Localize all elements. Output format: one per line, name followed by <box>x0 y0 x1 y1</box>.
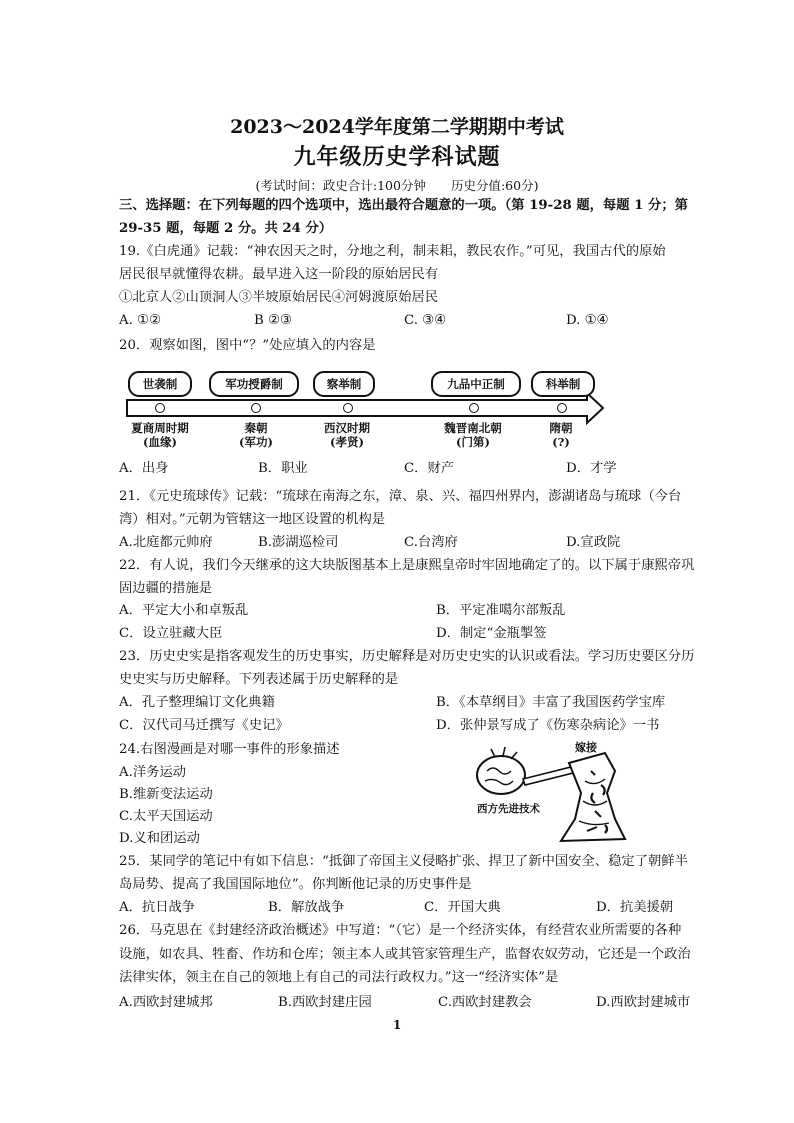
exam-title-subject: 九年级历史学科试题 <box>293 144 501 170</box>
timeline-basis: (门第) <box>456 435 490 449</box>
timeline-pill-military-merit: 军功授爵制 <box>209 371 299 397</box>
q24-option-b: B.维新变法运动 <box>119 787 213 802</box>
q25-option-a: A．抗日战争 <box>119 900 196 915</box>
timeline-dot-2 <box>251 403 261 413</box>
q19-option-a: A. ①② <box>119 313 161 328</box>
q22-stem-line2: 固边疆的措施是 <box>119 581 213 596</box>
q23-option-c: C．汉代司马迁撰写《史记》 <box>119 718 289 733</box>
timeline-pill-recommendation: 察举制 <box>313 371 375 397</box>
q21-option-b: B.澎湖巡检司 <box>258 535 339 550</box>
timeline-dot-5 <box>557 403 567 413</box>
q23-stem-line1: 23．历史史实是指客观发生的历史事实，历史解释是对历史史实的认识或看法。学习历史要区分历 <box>119 649 695 664</box>
timeline-label-xia-shang-zhou <box>119 421 201 449</box>
timeline-label-sui <box>533 421 589 449</box>
q19-option-d: D. ①④ <box>566 313 609 328</box>
q23-option-a: A．孔子整理编订文化典籍 <box>119 695 275 710</box>
exam-title-term: 2023～2024学年度第二学期期中考试 <box>230 116 564 138</box>
q19-stem-line3: ①北京人②山顶洞人③半坡原始居民④河姆渡原始居民 <box>119 290 439 305</box>
timeline-basis: (血缘) <box>143 435 177 449</box>
q19-stem-line2: 居民很早就懂得农耕。最早进入这一阶段的原始居民有 <box>119 267 439 282</box>
q21-stem-line2: 湾）相对。”元朝为管辖这一地区设置的机构是 <box>119 512 386 527</box>
section-instructions-line1: 三、选择题：在下列每题的四个选项中，选出最符合题意的一项。（第 19-28 题，每题 1 分；第 <box>119 198 688 213</box>
q21-option-a: A.北庭都元帅府 <box>119 535 213 550</box>
q26-option-b: B.西欧封建庄园 <box>278 995 372 1010</box>
q21-stem-line1: 21．《元史琉球传》记载：“琉球在南海之东，漳、泉、兴、福四州界内，澎湖诸岛与琉球（今台 <box>119 489 682 504</box>
q25-option-d: D．抗美援朝 <box>596 900 674 915</box>
q23-option-b: B．《本草纲目》丰富了我国医药学宝库 <box>436 695 666 710</box>
q25-stem-line2: 岛局势、提高了我国国际地位”。你判断他记录的历史事件是 <box>119 877 472 892</box>
q20-option-a: A．出身 <box>119 461 169 476</box>
q25-option-b: B．解放战争 <box>268 900 345 915</box>
timeline-period: 西汉时期 <box>324 421 370 435</box>
q19-option-b: B ②③ <box>254 313 292 328</box>
q24-stem: 24.右图漫画是对哪一事件的形象描述 <box>119 742 340 757</box>
exam-info: (考试时间：政史合计:100分钟 历史分值:60分) <box>255 178 539 193</box>
q19-stem-line1: 19.《白虎通》记载：“神农因天之时，分地之利，制耒耜，教民农作。”可见，我国古代的原始 <box>119 244 666 259</box>
q26-stem-line1: 26．马克思在《封建经济政治概述》中写道：“（它）是一个经济实体，有经营农业所需要的各种 <box>119 923 682 938</box>
q26-option-a: A.西欧封建城邦 <box>119 995 213 1010</box>
timeline-basis: (孝贤) <box>330 435 364 449</box>
q26-stem-line2: 设施，如农具、牲畜、作坊和仓库；领主本人或其管家管理生产，监督农奴劳动，它还是一个政治 <box>119 947 691 962</box>
q25-option-c: C．开国大典 <box>424 900 501 915</box>
q19-option-c: C. ③④ <box>404 313 446 328</box>
cartoon-label-graft: 嫁接 <box>575 741 597 754</box>
q21-option-d: D.宣政院 <box>566 535 621 550</box>
timeline-period: 秦朝 <box>244 421 268 435</box>
section-instructions-line2: 29-35 题，每题 2 分。共 24 分） <box>119 221 333 236</box>
q22-stem-line1: 22．有人说，我们今天继承的这大块版图基本上是康熙皇帝时牢固地确定了的。以下属于康熙帝巩 <box>119 558 695 573</box>
q20-option-d: D．才学 <box>566 461 617 476</box>
page-number: 1 <box>392 1018 402 1032</box>
q24-cartoon <box>465 741 635 845</box>
q20-option-b: B．职业 <box>258 461 308 476</box>
timeline-period: 隋朝 <box>549 421 573 435</box>
q22-option-c: C．设立驻藏大臣 <box>119 626 223 641</box>
q21-option-c: C.台湾府 <box>404 535 458 550</box>
timeline-label-wei-jin <box>427 421 519 449</box>
timeline-dot-3 <box>343 403 353 413</box>
q23-option-d: D．张仲景写成了《伤寒杂病论》一书 <box>436 718 660 733</box>
timeline-label-qin <box>225 421 287 449</box>
timeline-dot-1 <box>155 403 165 413</box>
q24-option-d: D.义和团运动 <box>119 831 200 846</box>
timeline-period: 夏商周时期 <box>131 421 189 435</box>
q25-stem-line1: 25．某同学的笔记中有如下信息：“抵御了帝国主义侵略扩张、捍卫了新中国安全、稳定了朝鲜半 <box>119 854 688 869</box>
q24-option-a: A.洋务运动 <box>119 765 187 780</box>
q26-option-d: D.西欧封建城市 <box>596 995 691 1010</box>
q22-option-b: B．平定准噶尔部叛乱 <box>436 603 566 618</box>
timeline-dot-4 <box>469 403 479 413</box>
timeline-basis: (?) <box>552 435 570 449</box>
q20-stem: 20．观察如图，图中“？”处应填入的内容是 <box>119 338 376 353</box>
q26-option-c: C.西欧封建教会 <box>438 995 532 1010</box>
timeline-pill-imperial-exam: 科举制 <box>531 371 595 397</box>
q23-stem-line2: 史史实与历史解释。下列表述属于历史解释的是 <box>119 672 399 687</box>
timeline-pill-hereditary: 世袭制 <box>128 371 192 397</box>
timeline-period: 魏晋南北朝 <box>444 421 502 435</box>
grafting-tree-illustration <box>465 741 635 845</box>
q20-timeline-figure <box>119 365 609 457</box>
q24-option-c: C.太平天国运动 <box>119 809 213 824</box>
timeline-label-western-han <box>309 421 385 449</box>
q20-option-c: C．财产 <box>404 461 455 476</box>
timeline-pill-nine-rank: 九品中正制 <box>431 371 521 397</box>
q22-option-a: A．平定大小和卓叛乱 <box>119 603 249 618</box>
cartoon-label-western-tech: 西方先进技术 <box>477 803 540 815</box>
timeline-basis: (军功) <box>239 435 273 449</box>
q22-option-d: D．制定“金瓶掣签 <box>436 626 547 641</box>
q26-stem-line3: 法律实体，领主在自己的领地上有自己的司法行政权力。”这一“经济实体”是 <box>119 970 559 985</box>
